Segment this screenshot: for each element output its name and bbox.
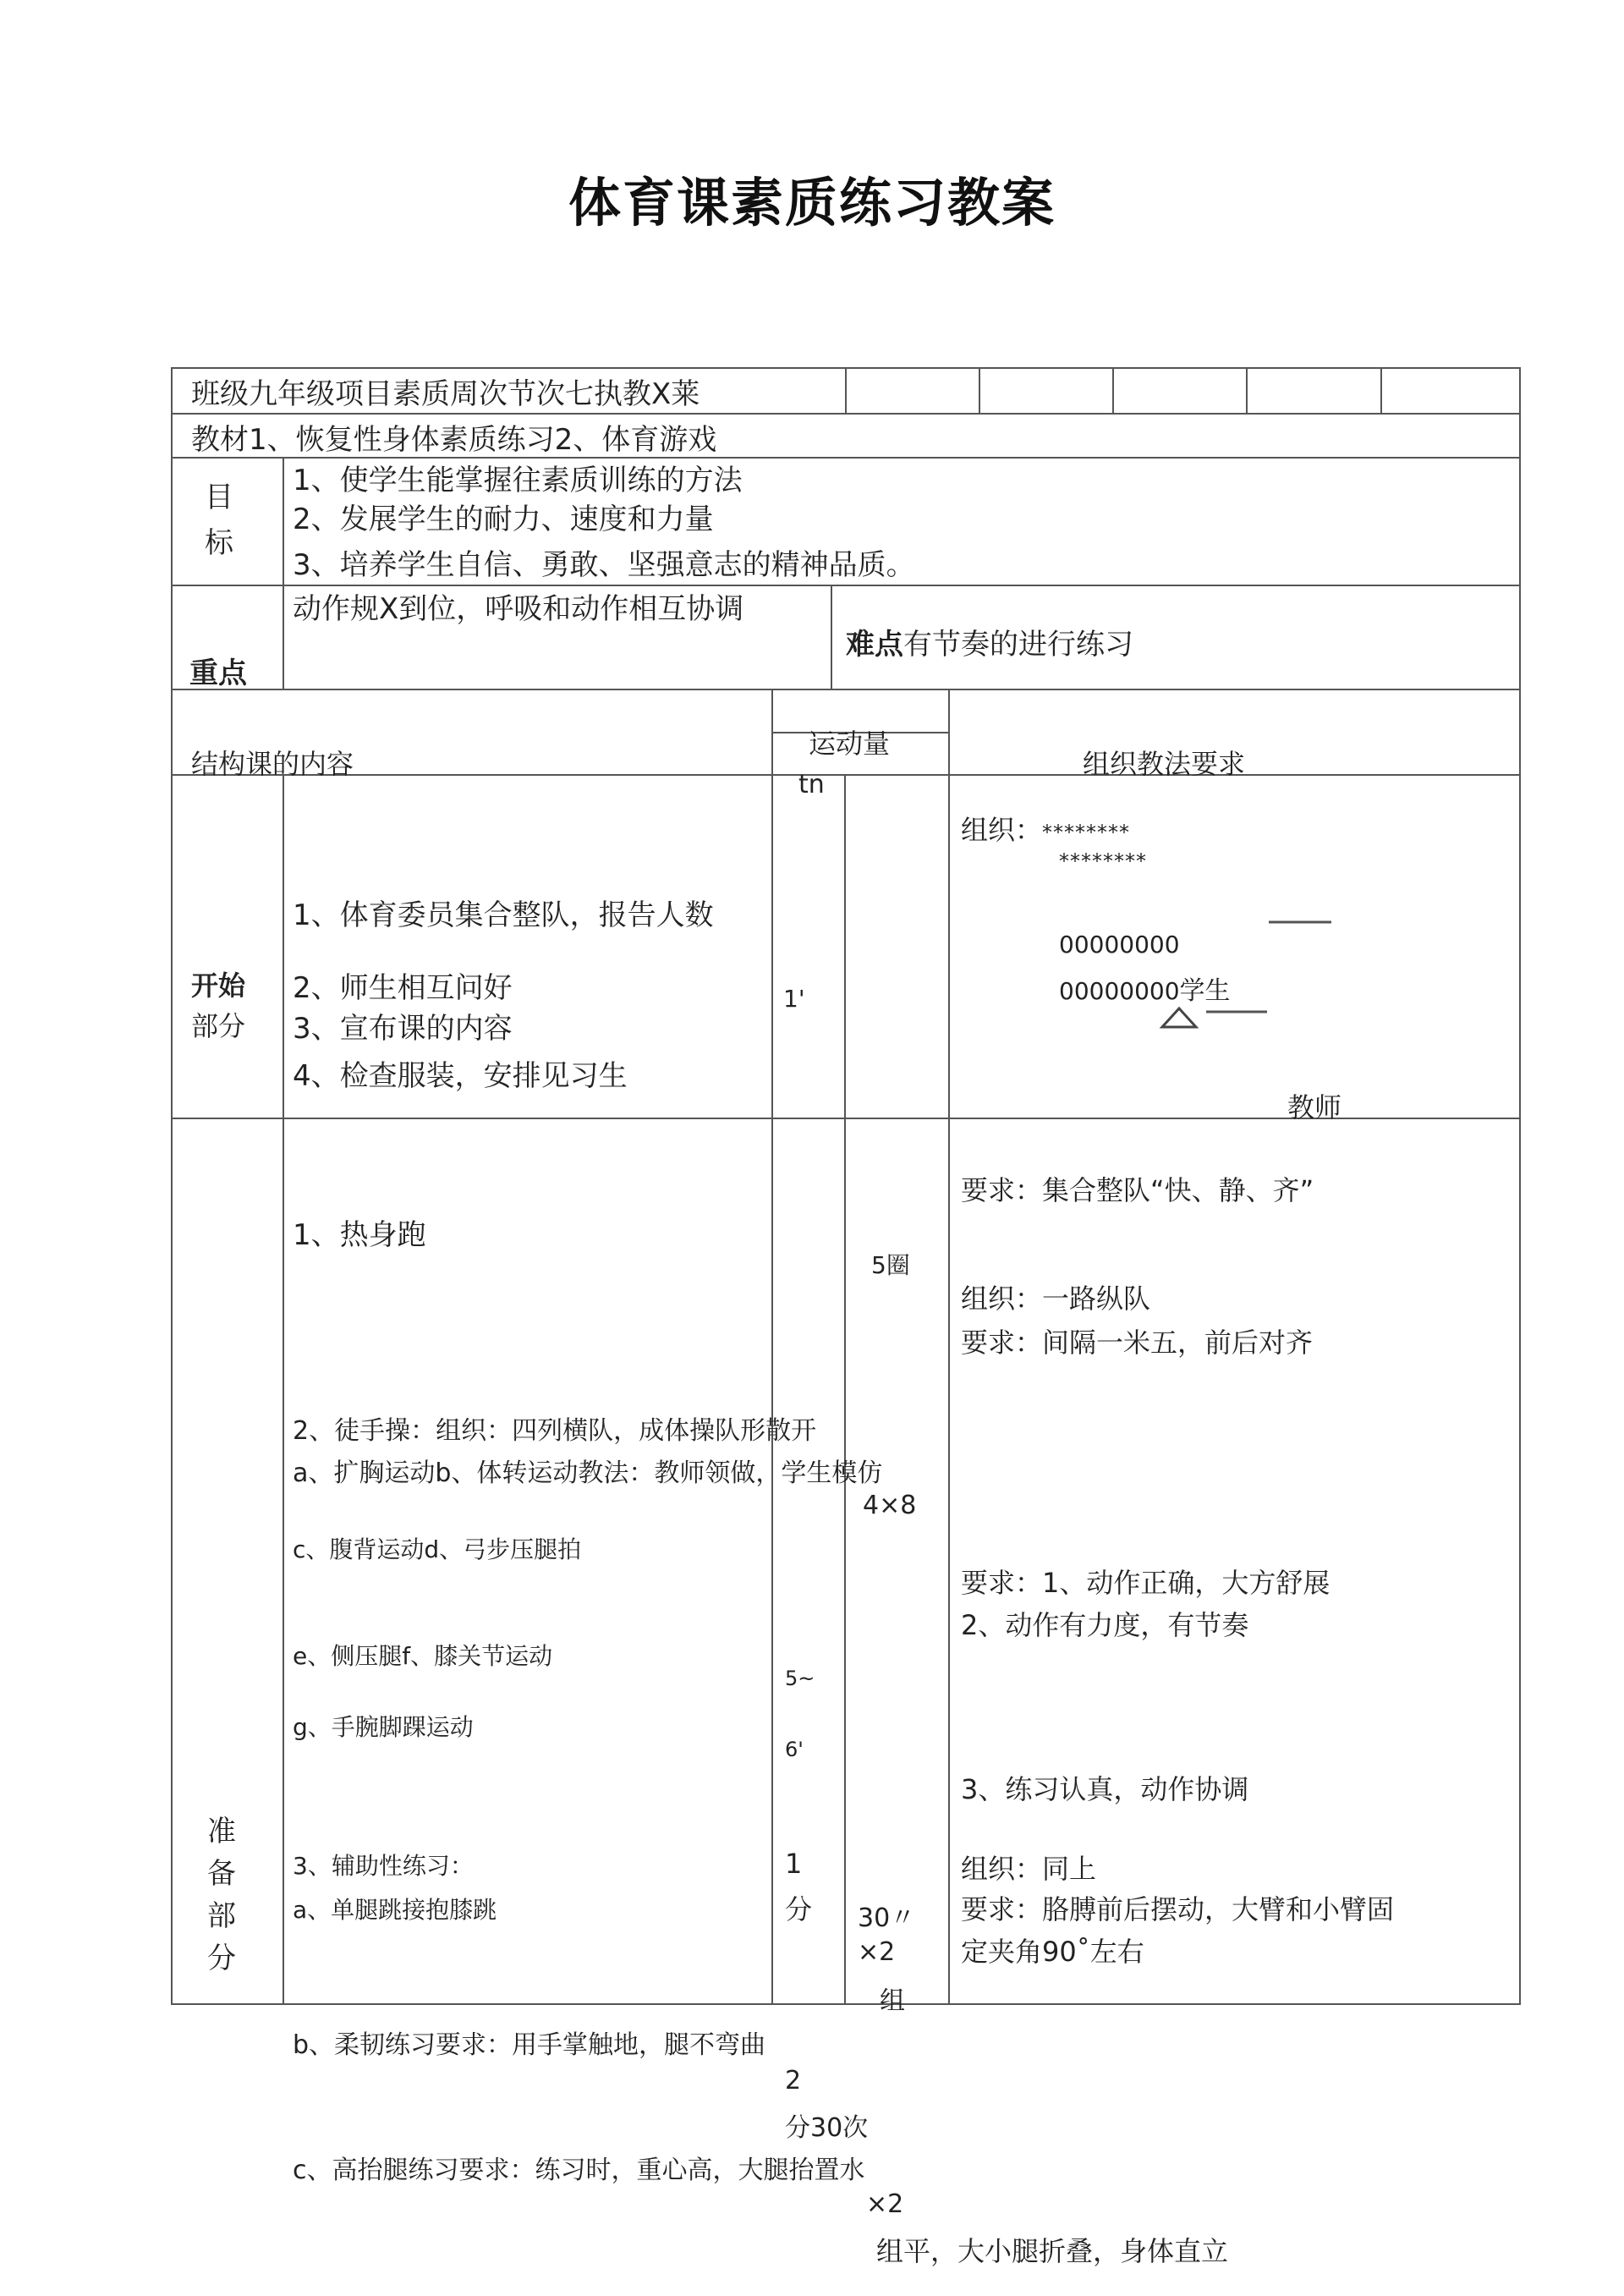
prep-assist-req-2: 定夹角90˚左右: [961, 1936, 1144, 1968]
opening-org-text: 组织：: [961, 814, 1043, 846]
column-header-content: 结构课的内容: [191, 748, 354, 780]
difficulty: [846, 621, 1133, 662]
goal-item-3: 3、培养学生自信、勇敢、坚强意志的精神品质。: [293, 548, 915, 582]
prep-time-range-b: 6': [785, 1738, 804, 1761]
opening-org-label: [961, 809, 1130, 848]
prep-assist-org: 组织：同上: [961, 1853, 1097, 1885]
prep-warmup-load: 5圈: [871, 1251, 910, 1279]
key-point-text: 动作规X到位，呼吸和动作相互协调: [293, 592, 744, 626]
prep-assist-time-a: 1: [785, 1848, 803, 1880]
prep-exercise-req-1: 要求：1、动作正确，大方舒展: [961, 1567, 1330, 1599]
preparation-label: [200, 1810, 244, 1980]
opening-item-3: 3、宣布课的内容: [293, 1012, 513, 1046]
overflow-flex-time-b: 分30次: [785, 2113, 869, 2143]
students-row-1: 00000000: [1059, 931, 1180, 958]
prep-exercise-load: 4×8: [863, 1491, 917, 1520]
teacher-label: 教师: [1287, 1091, 1342, 1123]
prep-label-char-1: 准: [207, 1815, 236, 1848]
prep-time-range-a: 5~: [785, 1667, 815, 1690]
prep-item-exercise-ab: a、扩胸运动b、体转运动教法：教师领做，学生模仿: [293, 1458, 883, 1488]
prep-item-exercise-cd: c、腹背运动d、弓步压腿拍: [293, 1535, 582, 1563]
prep-item-warmup: 1、热身跑: [293, 1218, 426, 1252]
prep-assist-time-b: 分: [785, 1893, 813, 1925]
class-info-row: 班级九年级项目素质周次节次七执教X莱: [191, 377, 700, 411]
opening-label-1: 开始: [191, 969, 246, 1002]
overflow-high-knees-tail: 组平，大小腿折叠，身体直立: [876, 2235, 1229, 2267]
overflow-flex-time-a: 2: [785, 2066, 802, 2096]
overflow-high-knees: c、高抬腿练习要求：练习时，重心高，大腿抬置水: [293, 2156, 865, 2185]
prep-label-char-3: 部: [207, 1899, 236, 1933]
stars-row-1: ********: [1042, 821, 1131, 844]
prep-exercise-req-2: 2、动作有力度，有节奏: [961, 1609, 1249, 1641]
opening-item-2: 2、师生相互问好: [293, 971, 513, 1005]
teacher-triangle-icon: [1162, 1008, 1196, 1027]
prep-item-assist: 3、辅助性练习：: [293, 1852, 474, 1880]
stars-row-2: ********: [1059, 849, 1147, 873]
overflow-flexibility: b、柔韧练习要求：用手掌触地，腿不弯曲: [293, 2030, 766, 2060]
prep-exercise-req-3: 3、练习认真，动作协调: [961, 1773, 1249, 1805]
goals-label-2: 标: [205, 526, 233, 560]
prep-label-char-4: 分: [207, 1942, 236, 1975]
opening-requirement: 要求：集合整队“快、静、齐”: [961, 1174, 1314, 1206]
opening-item-4: 4、检查服装，安排见习生: [293, 1059, 628, 1093]
prep-item-exercise-g: g、手腕脚踝运动: [293, 1713, 474, 1741]
opening-time-top: tn: [798, 770, 825, 799]
prep-item-assist-a: a、单腿跳接抱膝跳: [293, 1896, 497, 1924]
teacher-formation-diagram: [1159, 914, 1345, 1032]
goals-label-1: 目: [205, 481, 233, 514]
key-point-label: 重点: [189, 656, 247, 690]
prep-warmup-req: 要求：间隔一米五，前后对齐: [961, 1327, 1314, 1359]
goal-item-1: 1、使学生能掌握往素质训练的方法: [293, 464, 743, 497]
prep-assist-load-c: 组: [880, 1986, 905, 2016]
prep-item-exercise: 2、徒手操：组织：四列横队，成体操队形散开: [293, 1416, 817, 1446]
prep-assist-load-b: ×2: [858, 1937, 896, 1967]
opening-time: 1': [783, 985, 805, 1013]
opening-item-1: 1、体育委员集合整队，报告人数: [293, 898, 714, 932]
prep-assist-load-a: 30〃: [858, 1903, 916, 1933]
prep-warmup-org: 组织：一路纵队: [961, 1283, 1151, 1315]
students-row-2-zeros: 00000000: [1059, 977, 1180, 1005]
column-header-method: 组织教法要求: [1083, 748, 1246, 780]
page-title: 体育课素质练习教案: [568, 172, 1056, 233]
students-label: 学生: [1179, 976, 1231, 1006]
column-header-load: 运动量: [809, 728, 891, 760]
overflow-high-knees-load: ×2: [866, 2189, 904, 2219]
prep-label-char-2: 备: [207, 1857, 236, 1891]
teaching-material-row: 教材1、恢复性身体素质练习2、体育游戏: [191, 423, 717, 457]
goal-item-2: 2、发展学生的耐力、速度和力量: [293, 503, 714, 536]
prep-item-exercise-ef: e、侧压腿f、膝关节运动: [293, 1642, 553, 1670]
difficulty-text: 有节奏的进行练习: [903, 628, 1133, 662]
difficulty-label: 难点: [846, 628, 903, 662]
opening-label-2: 部分: [191, 1010, 246, 1042]
prep-assist-req-1: 要求：胳膊前后摆动，大臂和小臂固: [961, 1893, 1395, 1925]
